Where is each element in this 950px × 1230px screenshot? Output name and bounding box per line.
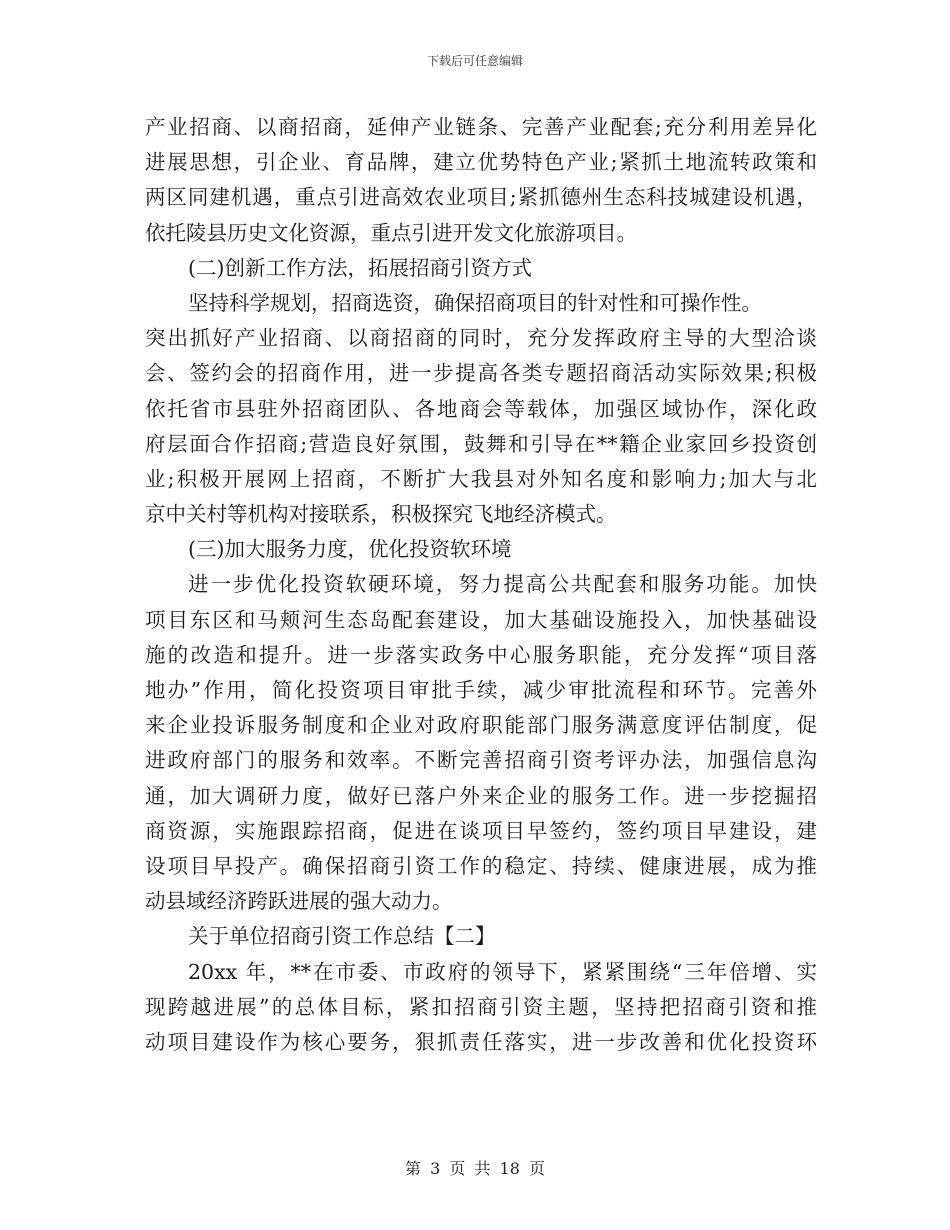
- text-line: 施的改造和提升。进一步落实政务中心服务职能，充分发挥“项目落: [145, 642, 817, 667]
- text-line: 动项目建设作为核心要务，狠抓责任落实，进一步改善和优化投资环: [145, 1029, 817, 1054]
- text-line: 关于单位招商引资工作总结【二】: [188, 924, 496, 949]
- text-line: 进一步优化投资软硬环境，努力提高公共配套和服务功能。加快: [188, 572, 817, 597]
- text-line: 坚持科学规划，招商选资，确保招商项目的针对性和可操作性。: [188, 290, 762, 315]
- text-line: 两区同建机遇，重点引进高效农业项目;紧抓德州生态科技城建设机遇，: [145, 185, 817, 210]
- text-line: 会、签约会的招商作用，进一步提高各类专题招商活动实际效果;积极: [145, 361, 817, 386]
- text-line: 依托陵县历史文化资源，重点引进开发文化旅游项目。: [145, 220, 637, 245]
- text-line: 通，加大调研力度，做好已落户外来企业的服务工作。进一步挖掘招: [145, 783, 817, 808]
- text-line: 产业招商、以商招商，延伸产业链条、完善产业配套;充分利用差异化: [145, 115, 817, 139]
- page-header: 下载后可任意编辑: [426, 54, 523, 68]
- text-line: 设项目早投产。确保招商引资工作的稳定、持续、健康进展，成为推: [145, 853, 817, 878]
- text-line: 依托省市县驻外招商团队、各地商会等载体，加强区域协作，深化政: [145, 396, 817, 421]
- text-line: 京中关村等机构对接联系，积极探究飞地经济模式。: [145, 502, 617, 527]
- text-line: 进政府部门的服务和效率。不断完善招商引资考评办法，加强信息沟: [145, 748, 817, 773]
- text-line: 商资源，实施跟踪招商，促进在谈项目早签约，签约项目早建设，建: [145, 818, 817, 843]
- text-line: 进展思想，引企业、育品牌，建立优势特色产业;紧抓土地流转政策和: [145, 150, 817, 175]
- text-line: (三)加大服务力度，优化投资软环境: [188, 537, 512, 562]
- text-line: 动县域经济跨跃进展的强大动力。: [145, 889, 453, 914]
- text-line: 来企业投诉服务制度和企业对政府职能部门服务满意度评估制度，促: [145, 713, 817, 738]
- text-line: 地办”作用，简化投资项目审批手续，减少审批流程和环节。完善外: [145, 678, 817, 702]
- document-body: [145, 110, 817, 1060]
- text-line: 业;积极开展网上招商，不断扩大我县对外知名度和影响力;加大与北: [145, 466, 817, 491]
- text-line: 现跨越进展”的总体目标，紧扣招商引资主题，坚持把招商引资和推: [145, 994, 817, 1019]
- text-line: 20xx 年，**在市委、市政府的领导下，紧紧围绕“三年倍增、实: [188, 959, 817, 984]
- text-line: (二)创新工作方法，拓展招商引资方式: [188, 255, 532, 280]
- text-line: 府层面合作招商;营造良好氛围，鼓舞和引导在**籍企业家回乡投资创: [145, 431, 817, 456]
- text-line: 项目东区和马颊河生态岛配套建设，加大基础设施投入，加快基础设: [145, 607, 817, 632]
- page-footer: 第 3 页 共 18 页: [405, 1159, 545, 1178]
- text-line: 突出抓好产业招商、以商招商的同时，充分发挥政府主导的大型洽谈: [145, 326, 817, 351]
